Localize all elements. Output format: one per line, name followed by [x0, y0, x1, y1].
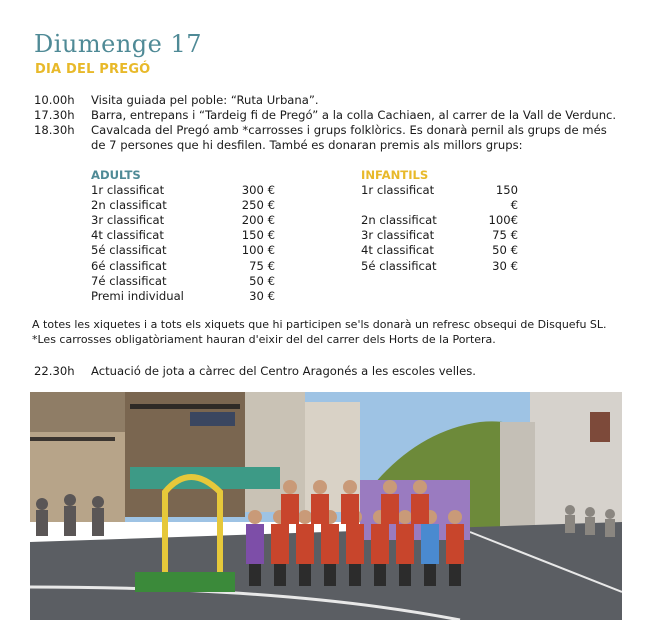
- prize-label: 1r classificat: [361, 183, 435, 198]
- prize-label: 5é classificat: [361, 258, 437, 273]
- photo-spectators: [565, 505, 615, 537]
- prize-row: [91, 213, 275, 228]
- dancer-body: [321, 524, 339, 564]
- dancer-head: [448, 510, 462, 524]
- prize-amount: 30 €: [249, 288, 275, 303]
- prize-row: [361, 259, 518, 274]
- prizes-adults: [91, 168, 275, 304]
- dancer-legs: [399, 564, 411, 586]
- photo-sign: [190, 412, 235, 426]
- prize-amount: 100 €: [241, 243, 275, 258]
- prize-amount: 250 €: [241, 198, 275, 213]
- prize-amount: 50 €: [249, 273, 275, 288]
- prize-label: 4t classificat: [361, 243, 434, 258]
- dancer-body: [346, 524, 364, 564]
- photo-balcony: [130, 404, 240, 409]
- parade-photo: [30, 392, 622, 620]
- photo-float-base: [135, 572, 235, 592]
- schedule-text: Barra, entrepans i “Tardeig fi de Pregó” a la colla Cachiaen, al carrer de la Vall de Verdunc.: [91, 108, 617, 122]
- prize-amount: 75 €: [249, 258, 275, 273]
- dancer-head: [313, 480, 327, 494]
- prize-row: [91, 228, 275, 243]
- dancer-legs: [324, 564, 336, 586]
- dancer-head: [398, 510, 412, 524]
- dancer-legs: [274, 564, 286, 586]
- dancer-body: [396, 524, 414, 564]
- schedule-item: [34, 108, 624, 123]
- prize-amount: 75 €: [492, 228, 518, 243]
- prize-label: 2n classificat: [91, 198, 167, 213]
- prize-label: 5é classificat: [91, 243, 167, 258]
- dancer-head: [298, 510, 312, 524]
- dancer-legs: [349, 564, 361, 586]
- note-refresc: A totes les xiquetes i a tots els xiquets que hi participen se'ls donarà un refresc obsequi de Disquefu SL.: [32, 318, 607, 331]
- dancer-head: [248, 510, 262, 524]
- prize-label: 2n classificat: [361, 213, 437, 228]
- photo-building: [125, 392, 245, 517]
- schedule-text: Actuació de jota a càrrec del Centro Aragonés a les escoles velles.: [91, 364, 476, 378]
- schedule-text: Cavalcada del Pregó amb *carrosses i grups folklòrics. Es donarà pernil als grups de més de 7 persones que hi desfilen. També es donaran premis als millors grups:: [91, 123, 607, 152]
- prize-row: [361, 228, 518, 243]
- photo-spectators: [36, 494, 104, 536]
- prize-row: [91, 198, 275, 213]
- prize-amount: 300 €: [241, 183, 275, 198]
- schedule-text: Visita guiada pel poble: “Ruta Urbana”.: [91, 93, 319, 107]
- prize-row: [91, 289, 275, 304]
- prize-label: 1r classificat: [91, 183, 165, 198]
- prize-label: Premi individual: [91, 288, 184, 303]
- prizes-adults-heading: ADULTS: [91, 168, 141, 182]
- dancer-body: [446, 524, 464, 564]
- prize-label: 3r classificat: [91, 213, 165, 228]
- dancer-head: [383, 480, 397, 494]
- prize-amount: 150 €: [495, 183, 518, 213]
- dancer-legs: [374, 564, 386, 586]
- note-carrosses: *Les carrosses obligatòriament hauran d'eixir del del carrer dels Horts de la Portera.: [32, 333, 496, 346]
- photo-building: [500, 422, 535, 532]
- prize-row: [361, 183, 518, 213]
- prize-row: [91, 259, 275, 274]
- prize-label: 3r classificat: [361, 228, 435, 243]
- page-subtitle: DIA DEL PREGÓ: [35, 62, 151, 77]
- prize-label: 7é classificat: [91, 273, 167, 288]
- dancer-legs: [249, 564, 261, 586]
- prizes-infantils-heading: INFANTILS: [361, 168, 429, 182]
- dancer-body: [411, 494, 429, 524]
- dancer-body: [246, 524, 264, 564]
- dancer-body: [381, 494, 399, 524]
- prize-row: [91, 243, 275, 258]
- dancer-body: [421, 524, 439, 564]
- schedule-item: [34, 93, 624, 108]
- dancer-head: [413, 480, 427, 494]
- dancer-body: [281, 494, 299, 524]
- dancer-legs: [449, 564, 461, 586]
- prize-row: [361, 243, 518, 258]
- prize-amount: 150 €: [241, 228, 275, 243]
- dancer-legs: [299, 564, 311, 586]
- dancer-body: [371, 524, 389, 564]
- dancer-body: [271, 524, 289, 564]
- prizes-infantils: [361, 168, 518, 274]
- schedule-item: [34, 123, 614, 152]
- dancer-body: [296, 524, 314, 564]
- prize-amount: 200 €: [241, 213, 275, 228]
- prize-amount: 100€: [488, 213, 518, 228]
- dancer-legs: [424, 564, 436, 586]
- prize-amount: 50 €: [492, 243, 518, 258]
- dancer-head: [283, 480, 297, 494]
- photo-window: [590, 412, 610, 442]
- schedule-item-evening: [34, 364, 624, 379]
- parade-photo-illustration: [30, 392, 622, 620]
- prize-amount: 30 €: [492, 258, 518, 273]
- dancer-head: [343, 480, 357, 494]
- schedule-time: 22.30h: [34, 364, 75, 378]
- prize-row: [91, 183, 275, 198]
- dancer-body: [341, 494, 359, 524]
- photo-building: [30, 392, 125, 432]
- schedule-time: 18.30h: [34, 123, 75, 137]
- page-title: Diumenge 17: [34, 30, 203, 58]
- schedule-time: 10.00h: [34, 93, 75, 107]
- prize-label: 4t classificat: [91, 228, 164, 243]
- photo-balcony: [30, 437, 115, 441]
- prize-row: [361, 213, 518, 228]
- prize-label: 6é classificat: [91, 258, 167, 273]
- prize-row: [91, 274, 275, 289]
- dancer-body: [311, 494, 329, 524]
- schedule-time: 17.30h: [34, 108, 75, 122]
